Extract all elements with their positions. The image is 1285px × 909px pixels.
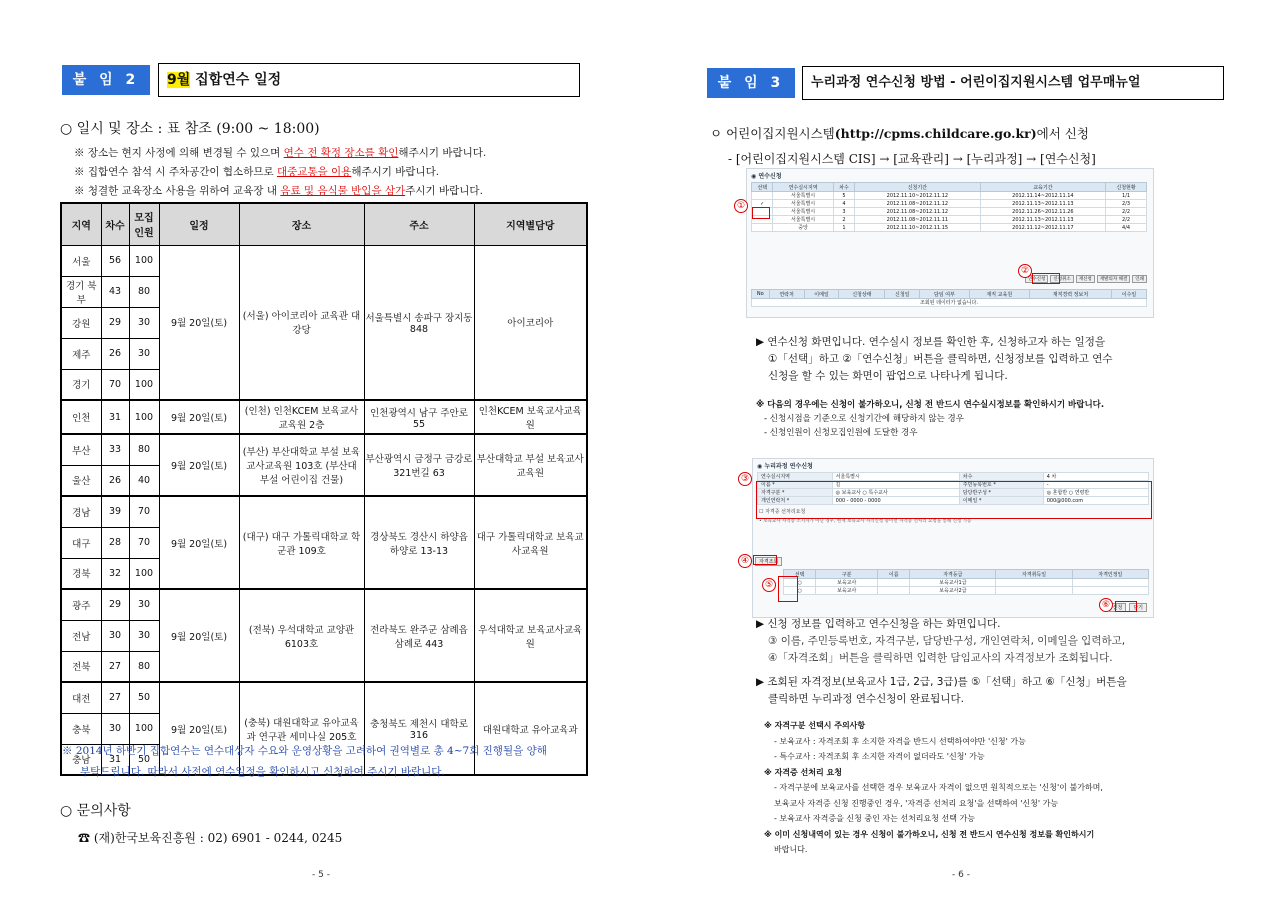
highlight-select-checkbox: [752, 207, 770, 219]
cell-capacity: 30: [129, 589, 159, 620]
footnote-line-1: ※ 2014년 하반기 집합연수는 연수대상자 수요와 운영상황을 고려하여 권역별로 총 4~7회 진행될을 양해: [62, 745, 547, 757]
cell-round: 32: [101, 558, 129, 589]
cell-round: 30: [101, 620, 129, 651]
th-address: 주소: [364, 203, 474, 245]
page-number-left: - 5 -: [312, 870, 330, 880]
select-checkbox[interactable]: [752, 192, 773, 200]
cell-region: 부산: [61, 434, 101, 465]
cell-round: 27: [101, 682, 129, 713]
screen2-check[interactable]: ☐ 자격증 선처리요청: [759, 509, 806, 515]
screen1-button[interactable]: 재신청: [1076, 275, 1095, 283]
caution-line: - 자격구분에 보육교사를 선택한 경우 보육교사 자격이 없으면 원칙적으로는 '신청'이 불가하며,: [774, 783, 1103, 792]
cell-capacity: 30: [129, 307, 159, 338]
cell-date: 9월 20일(토): [159, 245, 239, 400]
screen1-th2: 담임 여부: [920, 290, 969, 299]
cell-manager: 아이코리아: [474, 245, 587, 400]
cell-region: 강원: [61, 307, 101, 338]
cell-place: (충북) 대원대학교 유아교육과 연구관 세미나실 205호: [239, 682, 364, 775]
screen1-cell: 1/1: [1106, 192, 1147, 200]
cell-manager: 인천KCEM 보육교사교육원: [474, 400, 587, 434]
schedule-table: [60, 202, 588, 776]
cell-addr: 부산광역시 금정구 금강로 321번길 63: [364, 434, 474, 496]
cell-round: 33: [101, 434, 129, 465]
cell-manager: 부산대학교 부설 보육교사교육원: [474, 434, 587, 496]
table-row: [61, 245, 587, 276]
cell-round: 26: [101, 338, 129, 369]
cell-round: 39: [101, 496, 129, 527]
screen1-table: [751, 182, 1147, 232]
screen1-row[interactable]: [752, 208, 1147, 216]
screen1-cell: 서울특별시: [773, 208, 833, 216]
screen1-row[interactable]: [752, 216, 1147, 224]
highlight-apply-button: [1032, 273, 1060, 284]
cell-capacity: 70: [129, 496, 159, 527]
screen2-cell: 보육교사2급: [910, 587, 996, 595]
screen1-cell: 2012.11.14~2012.11.14: [980, 192, 1106, 200]
table-row: [61, 434, 587, 465]
cell-round: 29: [101, 589, 129, 620]
screen1-cell: 중앙: [773, 224, 833, 232]
cell-region: 경기 북부: [61, 276, 101, 307]
caution-line: - 특수교사 : 자격조회 후 소지한 자격이 없더라도 '신청' 가능: [774, 752, 985, 761]
cell-place: (인천) 인천KCEM 보육교사교육원 2층: [239, 400, 364, 434]
footnote-line-2: 부탁드립니다. 따라서 사전에 연수일정을 확인하시고 신청하여 주시기 바랍니다.: [80, 766, 445, 778]
screen1-cell: 2012.11.08~2012.11.11: [855, 216, 981, 224]
screen2-th: 자격인정일: [1072, 570, 1148, 579]
screen1-cell: 2/3: [1106, 200, 1147, 208]
cell-region: 충북: [61, 713, 101, 744]
screen1-table2: [751, 289, 1147, 307]
screen2-row[interactable]: [784, 587, 1149, 595]
cell-region: 경북: [61, 558, 101, 589]
close-button[interactable]: 닫기: [1129, 603, 1147, 612]
cell-date: 9월 20일(토): [159, 496, 239, 589]
highlight-apply-submit: [1115, 601, 1137, 612]
cell-capacity: 30: [129, 338, 159, 369]
cell-region: 충남: [61, 744, 101, 775]
caution-line: ※ 이미 신청내역이 있는 경우 신청이 불가하오니, 신청 전 반드시 연수신청 정보를 확인하시기: [764, 829, 1095, 839]
cell-date: 9월 20일(토): [159, 434, 239, 496]
caution-line: 보육교사 자격증 신청 진행중인 경우, '자격증 선처리 요청'을 선택하여 '신청' 가능: [774, 798, 1059, 808]
cell-capacity: 80: [129, 276, 159, 307]
screen1-th: 차수: [833, 183, 854, 192]
screen2-th: 이름: [878, 570, 910, 579]
form-label: 이름 *: [758, 481, 833, 489]
select-radio[interactable]: ○: [784, 587, 816, 595]
marker-2: ②: [1018, 264, 1032, 278]
lookup-button[interactable]: 자격조회: [755, 557, 782, 566]
screen1-th: 신청기간: [855, 183, 981, 192]
marker-4: ④: [738, 554, 752, 568]
cell-round: 31: [101, 400, 129, 434]
form-label: 담당반구성 *: [959, 489, 1043, 497]
form-label: 연수실시지역: [758, 473, 833, 481]
screen1-cell: 5: [833, 192, 854, 200]
screen2-cell: [1072, 579, 1148, 587]
highlight-form-fields: [756, 481, 1152, 519]
screen1-th2: 재직 교육원: [969, 290, 1029, 299]
th-date: 일정: [159, 203, 239, 245]
screen2-cell: 보육교사: [816, 587, 878, 595]
note-3: ※ 청결한 교육장소 사용을 위하여 교육장 내 음료 및 음식물 반입을 삼가주시기 바랍니다.: [74, 185, 483, 197]
caution-line: 바랍니다.: [774, 845, 808, 854]
cell-round: 70: [101, 369, 129, 400]
screen2-title: ◉ 누리과정 연수신청: [757, 463, 813, 470]
cell-region: 울산: [61, 465, 101, 496]
screen2-cell: 보육교사: [816, 579, 878, 587]
screen1-th: 교육기간: [980, 183, 1106, 192]
form-label: 개인연락처 *: [758, 497, 833, 505]
cell-place: (서울) 아이코리아 교육관 대강당: [239, 245, 364, 400]
caution-line: ※ 자격증 선처리 요청: [764, 767, 842, 777]
contact-info: ☎ (재)한국보육진흥원 : 02) 6901 - 0244, 0245: [78, 831, 343, 845]
form-value[interactable]: 서울특별시: [832, 473, 959, 481]
form-label: 차수: [959, 473, 1043, 481]
note-2: ※ 집합연수 참석 시 주차공간이 협소하므로 대중교통을 이용해주시기 바랍니다.: [74, 166, 440, 178]
screen1-cell: 2012.11.10~2012.11.12: [855, 192, 981, 200]
form-label: 자격구분 *: [758, 489, 833, 497]
screen1-cell: 서울특별시: [773, 216, 833, 224]
title-rest: 집합연수 일정: [190, 72, 282, 88]
screen1-button[interactable]: 재발의자 해결: [1097, 275, 1131, 283]
screen1-cell: 서울특별시: [773, 200, 833, 208]
cell-addr: 경상북도 경산시 하양읍 하양로 13-13: [364, 496, 474, 589]
cell-addr: 전라북도 완주군 삼례읍 삼례로 443: [364, 589, 474, 682]
screenshot-apply-list: [746, 168, 1154, 318]
form-value[interactable]: 000 - 0000 - 0000: [832, 497, 959, 505]
attachment-badge-right: 붙 임 3: [707, 68, 795, 98]
cell-region: 인천: [61, 400, 101, 434]
th-region: 지역: [61, 203, 101, 245]
page-title-left: [158, 63, 580, 97]
cell-capacity: 70: [129, 527, 159, 558]
system-url[interactable]: (http://cpms.childcare.go.kr): [834, 126, 1037, 141]
apply-button[interactable]: 신청: [1109, 603, 1127, 612]
screen2-row[interactable]: [784, 579, 1149, 587]
desc3: ▶ 조회된 자격정보(보육교사 1급, 2급, 3급)를 ⑤「선택」하고 ⑥「신청」버튼을 클릭하면 누리과정 연수신청이 완료됩니다.: [756, 676, 1127, 705]
select-checkbox[interactable]: ✓: [752, 200, 773, 208]
marker-3: ③: [738, 472, 752, 486]
marker-1: ①: [734, 199, 748, 213]
screen2-cell: [1072, 587, 1148, 595]
screen1-th2: 신청상태: [839, 290, 885, 299]
screen2-th: 자격취득일: [996, 570, 1072, 579]
select-checkbox[interactable]: [752, 224, 773, 232]
th-place: 장소: [239, 203, 364, 245]
cell-capacity: 100: [129, 245, 159, 276]
form-row: [758, 473, 1149, 481]
screen1-empty: 조회된 데이터가 없습니다.: [752, 299, 1147, 307]
cell-capacity: 50: [129, 682, 159, 713]
form-label: 주민등록번호 *: [959, 481, 1043, 489]
screen1-button[interactable]: 연수신청: [1025, 275, 1048, 283]
screen1-cell: 3: [833, 208, 854, 216]
marker-5: ⑤: [762, 578, 776, 592]
cell-capacity: 30: [129, 620, 159, 651]
screen1-row[interactable]: [752, 224, 1147, 232]
bullet-circle-icon: ㅇ: [710, 126, 727, 141]
screen1-cell: 2/2: [1106, 208, 1147, 216]
cell-round: 30: [101, 713, 129, 744]
caution-block: [764, 718, 1103, 858]
cell-round: 56: [101, 245, 129, 276]
screen1-cell: 2012.11.26~2012.11.26: [980, 208, 1106, 216]
screen1-th2: 신청일: [885, 290, 920, 299]
warning-block: ※ 다음의 경우에는 신청이 불가하오니, 신청 전 반드시 연수실시정보를 확인하시기 바랍니다. - 신청시점을 기준으로 신청기간에 해당하지 않는 경우 - 신청인원이 신청모집인원에 도달한 경우: [756, 400, 1105, 438]
cell-capacity: 40: [129, 465, 159, 496]
screen1-cell: 2012.11.08~2012.11.12: [855, 208, 981, 216]
screen1-th: 선택: [752, 183, 773, 192]
inquiry-heading: ○ 문의사항: [60, 803, 131, 819]
cell-region: 전북: [61, 651, 101, 682]
screen1-cell: 서울특별시: [773, 192, 833, 200]
select-radio[interactable]: ○: [784, 579, 816, 587]
th-round: 차수: [101, 203, 129, 245]
cell-region: 서울: [61, 245, 101, 276]
cell-place: (대구) 대구 가톨릭대학교 학군관 109호: [239, 496, 364, 589]
th-manager: 지역별담당: [474, 203, 587, 245]
cell-capacity: 100: [129, 400, 159, 434]
table-row: [61, 496, 587, 527]
page-title-right: 누리과정 연수신청 방법 - 어린이집지원시스템 업무매뉴얼: [802, 66, 1224, 100]
cell-round: 26: [101, 465, 129, 496]
screen1-cell: 4: [833, 200, 854, 208]
attachment-badge-left: 붙 임 2: [62, 65, 150, 95]
screen1-cell: 2012.11.10~2012.11.15: [855, 224, 981, 232]
screen2-cell: [996, 579, 1072, 587]
screen1-th2: No: [752, 290, 770, 299]
menu-path: - [어린이집지원시스템 CIS] → [교육관리] → [누리과정] → [연수신청]: [728, 152, 1096, 166]
screen1-th2: 이메일: [804, 290, 839, 299]
cell-date: 9월 20일(토): [159, 589, 239, 682]
screen2-th: 자격등급: [910, 570, 996, 579]
desc2: ▶ 신청 정보를 입력하고 연수신청을 하는 화면입니다. ③ 이름, 주민등록번호, 자격구분, 담당반구성, 개인연락처, 이메일을 입력하고, ④「자격조회」버튼을 클릭하면 입력한 담임교사의 자격정보가 조회됩니다.: [756, 618, 1126, 664]
screen1-cell: 4/4: [1106, 224, 1147, 232]
screen1-cell: 2012.11.12~2012.11.17: [980, 224, 1106, 232]
screen1-th: 연수실시지역: [773, 183, 833, 192]
caution-line: - 보육교사 자격증을 신청 중인 자는 선처리요청 선택 가능: [774, 814, 975, 823]
cell-region: 경기: [61, 369, 101, 400]
cell-place: (전북) 우석대학교 교양관 6103호: [239, 589, 364, 682]
screen2-th: 선택: [784, 570, 816, 579]
title-month-highlight: 9월: [167, 72, 191, 88]
cell-round: 43: [101, 276, 129, 307]
cell-region: 경남: [61, 496, 101, 527]
cell-date: 9월 20일(토): [159, 682, 239, 775]
highlight-lookup-button: [753, 555, 777, 565]
screen1-cell: 2012.11.13~2012.11.13: [980, 216, 1106, 224]
highlight-select-radio: [778, 576, 798, 602]
form-value[interactable]: 4 차: [1043, 473, 1148, 481]
screen1-row[interactable]: [752, 200, 1147, 208]
cell-round: 29: [101, 307, 129, 338]
screen1-cell: 2/2: [1106, 216, 1147, 224]
cell-date: 9월 20일(토): [159, 400, 239, 434]
screen2-note: • 보육교사 자격증 소지자가 아닌 경우, 현재 보육교사 자격신청 중이면 자격증 선처리 요청을 통해 신청 가능: [759, 519, 972, 524]
cell-capacity: 100: [129, 558, 159, 589]
datetime-heading: ○ 일시 및 장소 : 표 참조 (9:00 ~ 18:00): [60, 121, 320, 137]
cell-addr: 충청북도 제천시 대학로 316: [364, 682, 474, 775]
table-row: [61, 682, 587, 713]
cell-round: 31: [101, 744, 129, 775]
cell-capacity: 80: [129, 651, 159, 682]
screen2-th: 구분: [816, 570, 878, 579]
cell-region: 광주: [61, 589, 101, 620]
cell-region: 대전: [61, 682, 101, 713]
marker-6: ⑥: [1099, 598, 1113, 612]
screen1-th2: 연락처: [769, 290, 804, 299]
screen2-table: [783, 569, 1149, 595]
page-number-right: - 6 -: [952, 870, 970, 880]
cell-round: 28: [101, 527, 129, 558]
screen1-title: ◉ 연수신청: [751, 173, 782, 180]
cell-addr: 서울특별시 송파구 장지동 848: [364, 245, 474, 400]
screen1-button[interactable]: 신청취소: [1050, 275, 1073, 283]
form-label: 이메일 *: [959, 497, 1043, 505]
cell-manager: 우석대학교 보육교사교육원: [474, 589, 587, 682]
table-header-row: [61, 203, 587, 245]
table-row: [61, 589, 587, 620]
screen1-cell: 2012.11.08~2012.11.12: [855, 200, 981, 208]
cell-region: 제주: [61, 338, 101, 369]
cell-addr: 인천광역시 남구 주안로 55: [364, 400, 474, 434]
note-1: ※ 장소는 현지 사정에 의해 변경될 수 있으며 연수 전 확정 장소를 확인해주시기 바랍니다.: [74, 147, 487, 159]
cell-capacity: 100: [129, 713, 159, 744]
screen1-cell: 2012.11.13~2012.11.13: [980, 200, 1106, 208]
cell-round: 27: [101, 651, 129, 682]
cell-capacity: 50: [129, 744, 159, 775]
screen2-cell: [878, 587, 910, 595]
desc1: ▶ 연수신청 화면입니다. 연수실시 정보를 확인한 후, 신청하고자 하는 일정을 ①「선택」하고 ②「연수신청」버튼을 클릭하면, 신청정보를 입력하고 연수 신청을 할 수 있는 화면이 팝업으로 나타나게 됩니다.: [756, 336, 1113, 382]
cell-region: 대구: [61, 527, 101, 558]
caution-line: - 보육교사 : 자격조회 후 소지한 자격을 반드시 선택하여야만 '신청' 가능: [774, 736, 1026, 746]
screen1-th: 신청현황: [1106, 183, 1147, 192]
screen2-cell: [996, 587, 1072, 595]
screen2-cell: 보육교사1급: [910, 579, 996, 587]
cell-region: 전남: [61, 620, 101, 651]
screen1-row[interactable]: [752, 192, 1147, 200]
cell-capacity: 100: [129, 369, 159, 400]
form-value[interactable]: 길: [832, 481, 959, 489]
screen1-th2: 이수일: [1112, 290, 1147, 299]
form-value[interactable]: 000@000.com: [1043, 497, 1148, 505]
form-value[interactable]: ◎ 혼합반 ○ 연령반: [1043, 489, 1148, 497]
screen1-th2: 재직경력 정보처: [1029, 290, 1111, 299]
screen1-button[interactable]: 인쇄: [1132, 275, 1147, 283]
system-line: ㅇ 어린이집지원시스템(http://cpms.childcare.go.kr)에서 신청: [710, 126, 1089, 141]
cell-place: (부산) 부산대학교 부설 보육교사교육원 103호 (부산대 부설 어린이집 건물): [239, 434, 364, 496]
cell-manager: 대원대학교 유아교육과: [474, 682, 587, 775]
th-capacity: 모집 인원: [129, 203, 159, 245]
screen2-cell: [878, 579, 910, 587]
cell-manager: 대구 가톨릭대학교 보육교사교육원: [474, 496, 587, 589]
form-value[interactable]: -: [1043, 481, 1148, 489]
caution-line: ※ 자격구분 선택시 주의사항: [764, 721, 866, 730]
cell-capacity: 80: [129, 434, 159, 465]
table-row: [61, 400, 587, 434]
screen1-cell: 2: [833, 216, 854, 224]
form-value[interactable]: ◎ 보육교사 ○ 특수교사: [832, 489, 959, 497]
screen1-cell: 1: [833, 224, 854, 232]
